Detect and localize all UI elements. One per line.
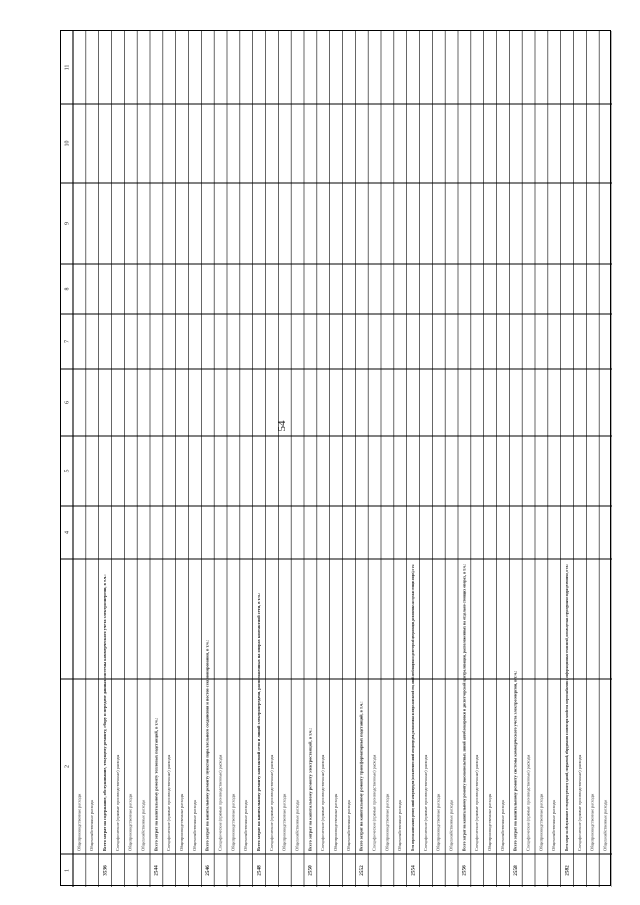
row-description: Специфические (прямые производственные) расходы	[114, 755, 120, 851]
column-header-number: 2	[64, 765, 71, 768]
row-description: Специфические (прямые производственные) расходы	[576, 755, 582, 851]
row-total-description: Всего затрат на капитальному ремонту тепловых подстанций, в т.ч.:	[153, 721, 159, 851]
row-description: Общепроизводственные расходы	[179, 792, 185, 851]
row-description: Общехозяйственные расходы	[191, 798, 197, 851]
row-total-description: Всего затрат на капитальному ремонту системы коммерческого учета электроэнергии, в т.ч.:	[512, 674, 518, 851]
row-description: Общехозяйственные расходы	[448, 798, 454, 851]
row-code: 2548	[256, 865, 263, 876]
row-description: Общехозяйственные расходы	[345, 798, 351, 851]
column-header-number: 11	[64, 64, 71, 71]
row-code: 2550	[307, 865, 314, 876]
column-header-number: 5	[64, 469, 71, 473]
row-description: Общепроизводственные расходы	[435, 792, 441, 851]
page-number: 54	[276, 420, 288, 432]
row-total-description: Всего затрат на капитальному ремонту контактной сети и линий электропередачи, расположенных на опорах контактной сети, в т.ч.:	[256, 596, 262, 851]
table-grid-svg	[61, 31, 612, 887]
column-header-number: 7	[64, 340, 71, 343]
row-description: Общехозяйственные расходы	[551, 798, 557, 851]
row-description: Общехозяйственные расходы	[243, 798, 249, 851]
row-description: Специфические (прямые производственные) расходы	[422, 755, 428, 851]
row-description: Общехозяйственные расходы	[294, 798, 300, 851]
row-description: Специфические (прямые производственные) расходы	[268, 755, 274, 851]
row-description: Общехозяйственные расходы	[140, 798, 146, 851]
column-header-number: 10	[64, 140, 71, 147]
row-total-description: Всего затрат на капитальному ремонту трансформаторных подстанций, в т.ч.:	[358, 702, 364, 851]
row-total-description: Всего затрат на капитальному ремонту линий электропередачи (за исключением линий электропередачи, расположенных на опорах контактной сети, линий автоблокировки и диспетчерской централизации, распложенных на отдельно стоящих опорах), в т.ч.:	[410, 358, 416, 851]
row-description: Общепроизводственные расходы	[127, 792, 133, 851]
row-code: 2558	[512, 865, 519, 876]
row-description: Специфические (прямые производственные) расходы	[525, 755, 531, 851]
row-description: Общепроизводственные расходы	[333, 792, 339, 851]
row-description: Общепроизводственные расходы	[230, 792, 236, 851]
row-description: Специфические (прямые производственные) расходы	[371, 755, 377, 851]
row-description: Общепроизводственные расходы	[589, 792, 595, 851]
row-total-description: Всего затрат на капитальному ремонту электростанций, в т.ч.:	[307, 732, 313, 851]
row-code: 2556	[461, 865, 468, 876]
row-description: Общехозяйственные расходы	[602, 798, 608, 851]
row-total-description: Всего затрат на капитальному ремонту высоковольтных линий автоблокировки и диспетчерской централизации, расположенных на отдельно стоящих опорах, в т.ч.:	[461, 535, 467, 851]
row-description: Общепроизводственные расходы	[538, 792, 544, 851]
column-header-number: 6	[64, 401, 71, 404]
row-description: Специфические (прямые производственные) расходы	[320, 755, 326, 851]
row-description: Общепроизводственные расходы	[281, 792, 287, 851]
row-description: Общепроизводственные расходы	[487, 792, 493, 851]
column-header-number: 4	[64, 531, 71, 534]
column-header-number: 9	[64, 222, 71, 225]
row-code: 2546	[204, 865, 211, 876]
row-code: 2554	[410, 865, 417, 876]
row-description: Общехозяйственные расходы	[89, 798, 95, 851]
row-description: Общепроизводственные расходы	[76, 792, 82, 851]
row-total-description: Всего затрат на капитальному ремонту пунктов параллельного соединения и постов секционирования, в т.ч.:	[204, 643, 210, 851]
row-code: 2552	[358, 865, 365, 876]
row-code: 3536	[102, 865, 109, 876]
row-total-description: Всего затрат на содержание, обслуживание, текущему ремонту, сбору и передаче данных системы коммерческого учета электроэнергии, в т.ч.:	[102, 581, 108, 851]
row-code: 2544	[153, 865, 160, 876]
rotated-table	[60, 30, 611, 886]
row-description: Общехозяйственные расходы	[499, 798, 505, 851]
row-description: Общепроизводственные расходы	[384, 792, 390, 851]
row-description: Специфические (прямые производственные) расходы	[166, 755, 172, 851]
row-description: Специфические (прямые производственные) расходы	[217, 755, 223, 851]
row-description: Специфические (прямые производственные) расходы	[474, 755, 480, 851]
column-header-number: 8	[64, 287, 71, 291]
row-total-description: Всего затрат на обслуживание и текущему ремонту зданий, сооружений, оборудования и инвентаря хозяйства энергоснабжения и информационных технологий, используемых структурными подразделениями, в т.ч.:	[564, 442, 570, 851]
row-code: 2582	[564, 865, 571, 876]
column-header-number: 1	[64, 869, 71, 872]
row-description: Общехозяйственные расходы	[397, 798, 403, 851]
